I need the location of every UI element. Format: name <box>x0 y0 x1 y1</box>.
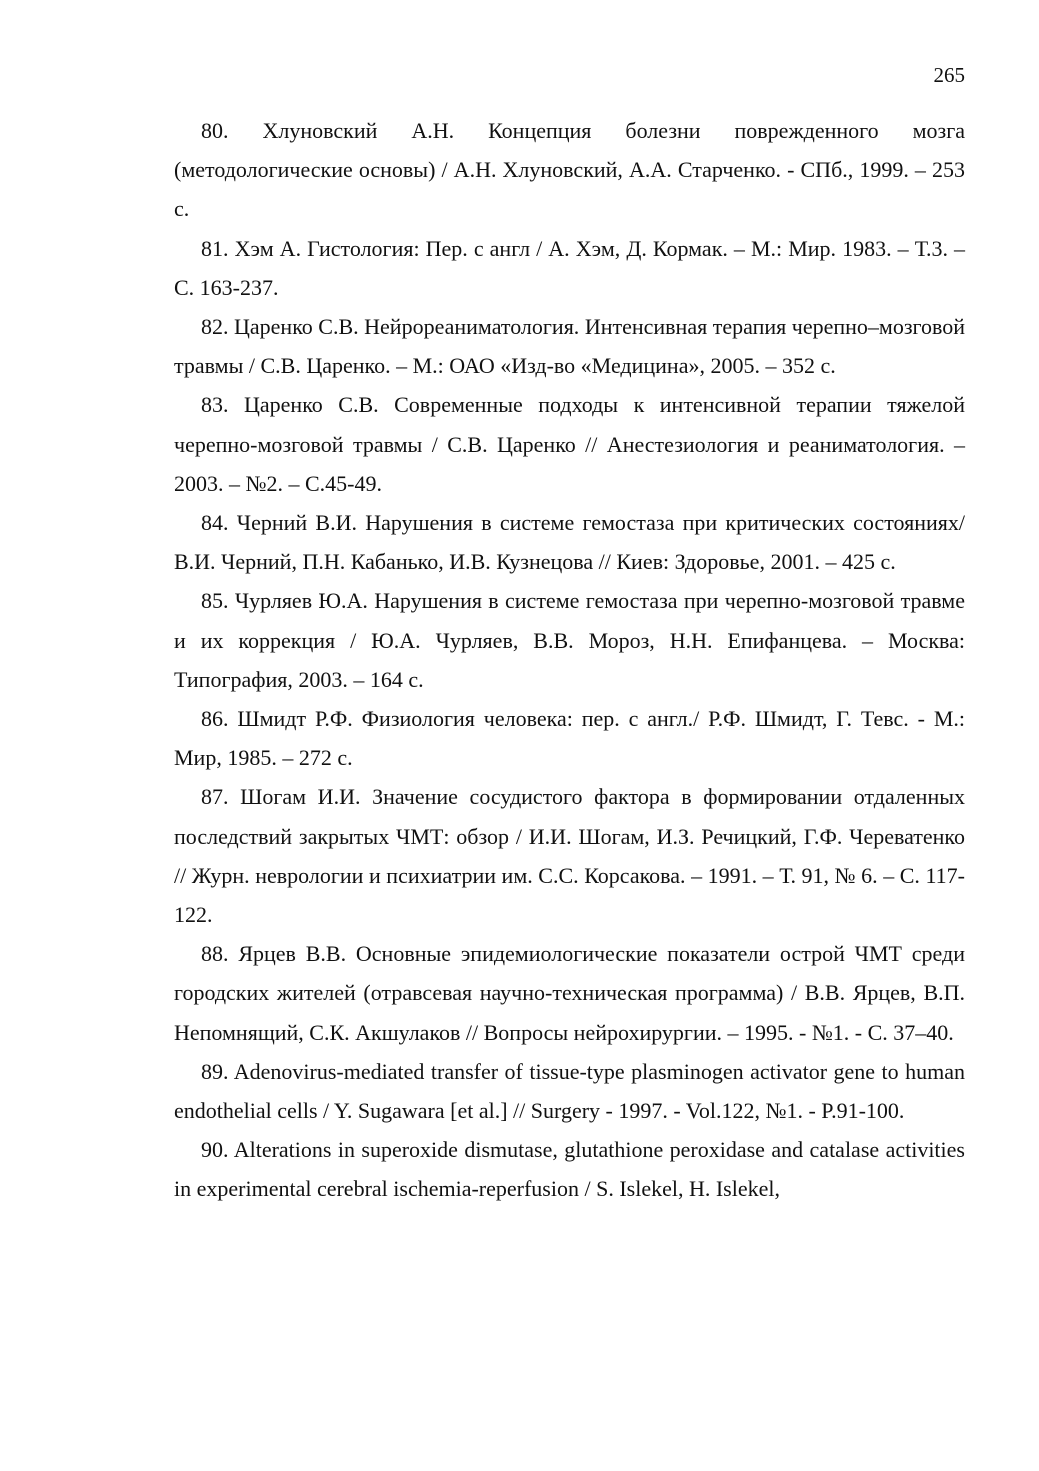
reference-item <box>174 111 965 229</box>
reference-number: 84. <box>201 510 229 536</box>
reference-text: Шмидт Р.Ф. Физиология человека: пер. с англ./ Р.Ф. Шмидт, Г. Тевс. - М.: Мир, 1985. – 272 с. <box>174 706 965 771</box>
reference-number: 80. <box>201 118 229 143</box>
reference-text: Царенко С.В. Современные подходы к интенсивной терапии тяжелой черепно-мозговой травмы / С.В. Царенко // Анестезиология и реаниматология. – 2003. – №2. – С.45-49. <box>174 392 965 496</box>
reference-number: 87. <box>201 784 229 810</box>
reference-number: 83. <box>201 392 229 418</box>
reference-number: 82. <box>201 314 229 340</box>
reference-text: Alterations in superoxide dismutase, glutathione peroxidase and catalase activities in experimental cerebral ischemia-reperfusion / S. Islekel, H. Islekel, <box>174 1137 965 1202</box>
reference-item <box>174 307 965 385</box>
reference-item <box>174 1052 965 1130</box>
reference-text: Царенко С.В. Нейрореаниматология. Интенсивная терапия черепно–мозговой травмы / С.В. Царенко. – М.: ОАО «Изд-во «Медицина», 2005. – 352 с. <box>174 314 965 379</box>
reference-item <box>174 503 965 581</box>
reference-number: 81. <box>201 235 229 261</box>
reference-item <box>174 1130 965 1208</box>
page-number: 265 <box>933 63 965 87</box>
reference-number: 89. <box>201 1058 229 1084</box>
reference-number: 90. <box>201 1137 229 1163</box>
reference-number: 88. <box>201 941 229 967</box>
reference-text: Хлуновский А.Н. Концепция болезни поврежденного мозга (методологические основы) / А.Н. Хлуновский, А.А. Старченко. - СПб., 1999. – 253 с. <box>174 118 966 222</box>
reference-text: Чурляев Ю.А. Нарушения в системе гемостаза при черепно-мозговой травме и их коррекция / Ю.А. Чурляев, В.В. Мороз, Н.Н. Епифанцева. – Москва: Типография, 2003. – 164 с. <box>174 588 965 692</box>
reference-text: Черний В.И. Нарушения в системе гемостаза при критических состояниях/ В.И. Черний, П.Н. Кабанько, И.В. Кузнецова // Киев: Здоровье, 2001. – 425 с. <box>174 510 965 575</box>
reference-number: 85. <box>201 588 229 614</box>
reference-item <box>174 699 965 777</box>
reference-item <box>174 934 965 1052</box>
reference-item <box>174 581 965 699</box>
reference-list <box>174 111 965 1209</box>
reference-item <box>174 777 965 934</box>
reference-text: Adenovirus-mediated transfer of tissue-type plasminogen activator gene to human endothelial cells / Y. Sugawara [et al.] // Surgery - 1997. - Vol.122, №1. - P.91-100. <box>174 1058 965 1124</box>
reference-text: Хэм А. Гистология: Пер. с англ / А. Хэм, Д. Кормак. – М.: Мир. 1983. – Т.3. – С. 163-237. <box>174 235 966 300</box>
reference-item <box>174 229 965 307</box>
reference-number: 86. <box>201 706 229 732</box>
reference-text: Шогам И.И. Значение сосудистого фактора в формировании отдаленных последствий закрытых ЧМТ: обзор / И.И. Шогам, И.З. Речицкий, Г.Ф. Череватенко // Журн. неврологии и психиатрии им. С.С. Корсакова. – 1991. – Т. 91, № 6. – С. 117-122. <box>174 784 965 928</box>
reference-item <box>174 385 965 503</box>
reference-text: Ярцев В.В. Основные эпидемиологические показатели острой ЧМТ среди городских жителей (отравсевая научно-техническая программа) / В.В. Ярцев, В.П. Непомнящий, С.К. Акшулаков // Вопросы нейрохирургии. – 1995. - №1. - С. 37–40. <box>174 941 966 1045</box>
